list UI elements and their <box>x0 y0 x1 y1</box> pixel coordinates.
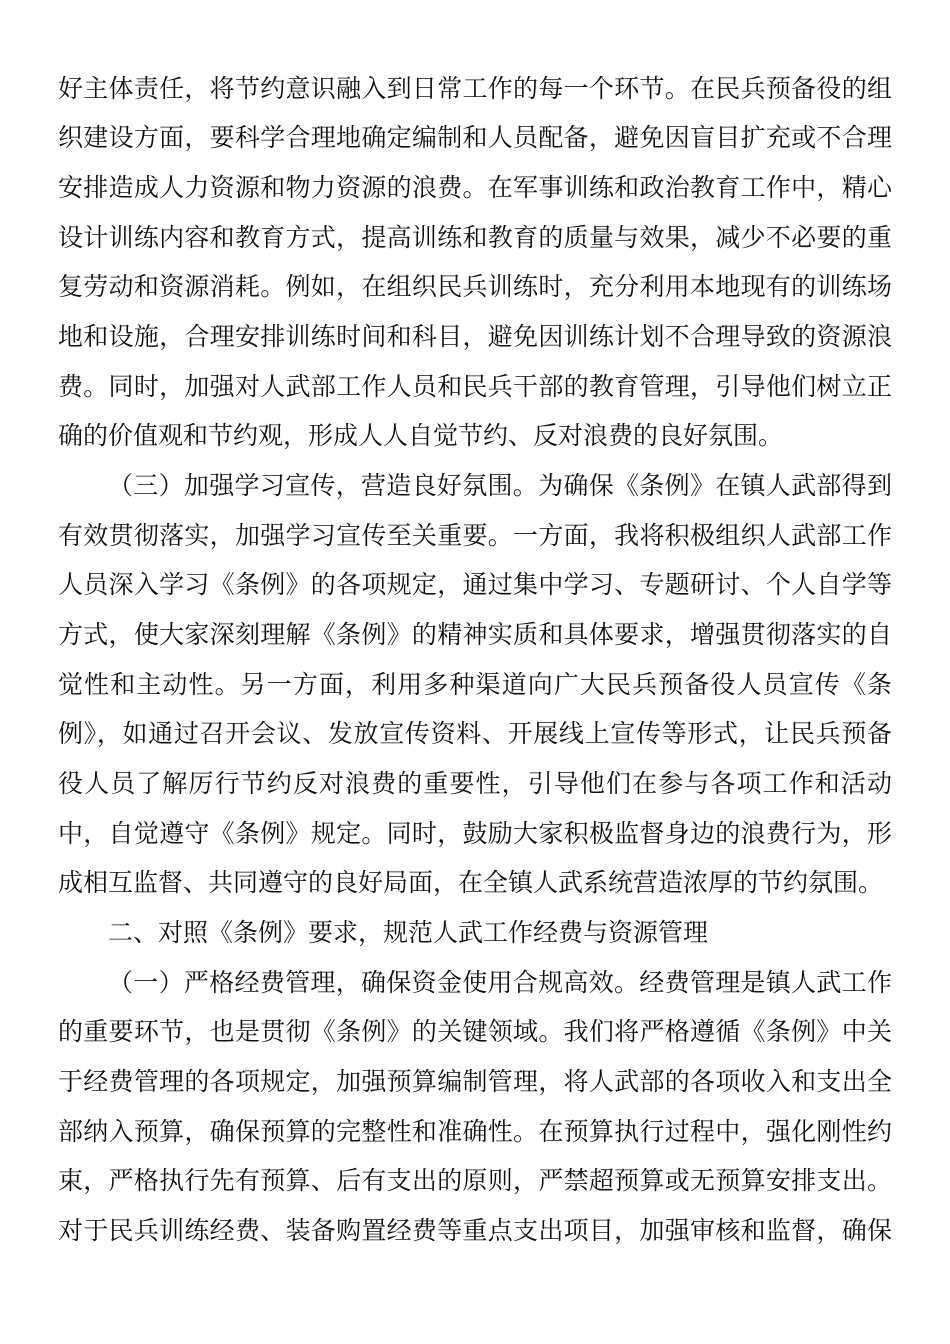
text-line: 于经费管理的各项规定，加强预算编制管理，将人武部的各项收入和支出全 <box>58 1067 892 1096</box>
text-line: 对于民兵训练经费、装备购置经费等重点支出项目，加强审核和监督，确保 <box>58 1216 892 1245</box>
text-line: 例》，如通过召开会议、发放宣传资料、开展线上宣传等形式，让民兵预备 <box>58 719 892 748</box>
text-line: 有效贯彻落实，加强学习宣传至关重要。一方面，我将积极组织人武部工作 <box>58 521 892 550</box>
text-line: 安排造成人力资源和物力资源的浪费。在军事训练和政治教育工作中，精心 <box>58 173 892 202</box>
section-heading: 二、对照《条例》要求，规范人武工作经费与资源管理 <box>108 918 709 947</box>
text-line: 役人员了解厉行节约反对浪费的重要性，引导他们在参与各项工作和活动 <box>58 769 892 798</box>
text-line: 地和设施，合理安排训练时间和科目，避免因训练计划不合理导致的资源浪 <box>58 322 892 351</box>
text-line: 确的价值观和节约观，形成人人自觉节约、反对浪费的良好氛围。 <box>58 421 784 450</box>
text-line: 复劳动和资源消耗。例如，在组织民兵训练时，充分利用本地现有的训练场 <box>58 272 892 301</box>
text-line: 方式，使大家深刻理解《条例》的精神实质和具体要求，增强贯彻落实的自 <box>58 620 892 649</box>
text-line: 中，自觉遵守《条例》规定。同时，鼓励大家积极监督身边的浪费行为，形 <box>58 819 892 848</box>
text-line: 设计训练内容和教育方式，提高训练和教育的质量与效果，减少不必要的重 <box>58 223 892 252</box>
paragraph-first-line: （一）严格经费管理，确保资金使用合规高效。经费管理是镇人武工作 <box>108 968 892 997</box>
text-line: 的重要环节，也是贯彻《条例》的关键领域。我们将严格遵循《条例》中关 <box>58 1017 892 1046</box>
paragraph-first-line: （三）加强学习宣传，营造良好氛围。为确保《条例》在镇人武部得到 <box>108 471 892 500</box>
text-line: 束，严格执行先有预算、后有支出的原则，严禁超预算或无预算安排支出。 <box>58 1166 892 1195</box>
text-line: 费。同时，加强对人武部工作人员和民兵干部的教育管理，引导他们树立正 <box>58 372 892 401</box>
text-line: 织建设方面，要科学合理地确定编制和人员配备，避免因盲目扩充或不合理 <box>58 123 892 152</box>
text-line: 觉性和主动性。另一方面，利用多种渠道向广大民兵预备役人员宣传《条 <box>58 670 892 699</box>
text-line: 成相互监督、共同遵守的良好局面，在全镇人武系统营造浓厚的节约氛围。 <box>58 868 884 897</box>
text-line: 好主体责任，将节约意识融入到日常工作的每一个环节。在民兵预备役的组 <box>58 74 892 103</box>
text-line: 部纳入预算，确保预算的完整性和准确性。在预算执行过程中，强化刚性约 <box>58 1117 892 1146</box>
text-line: 人员深入学习《条例》的各项规定，通过集中学习、专题研讨、个人自学等 <box>58 570 892 599</box>
